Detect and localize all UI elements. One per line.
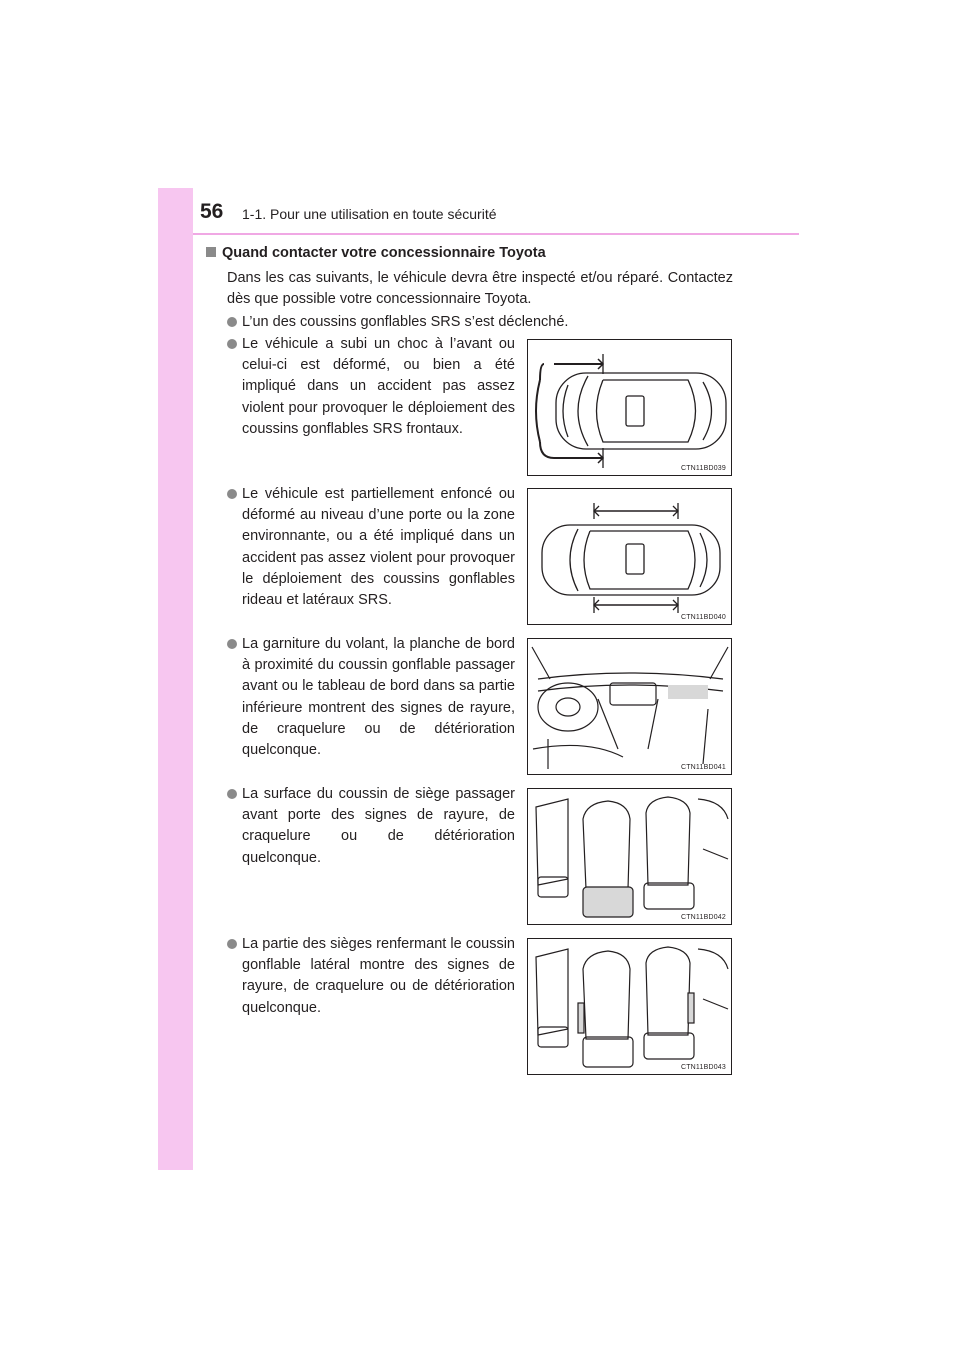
car-top-view-side-illustration	[528, 489, 733, 626]
bullet-item-dashboard	[227, 634, 515, 761]
bullet-text: La surface du coussin de siège passager avant porte des signes de rayure, de craquelure ou de détérioration quelconque.	[242, 786, 515, 866]
dashboard-illustration	[528, 639, 733, 776]
seats-side-airbag-illustration	[528, 939, 733, 1076]
round-bullet-icon	[227, 639, 237, 649]
figure-front-impact	[527, 339, 732, 476]
bullet-text: Le véhicule est partiellement enfoncé ou déformé au niveau d’une porte ou la zone environnante, ou a été impliqué dans un accident pas assez violent pour provoquer le déploiement des coussins gonflables rideau et latéraux SRS.	[242, 486, 515, 609]
figure-code: CTN11BD043	[680, 1064, 726, 1071]
figure-seat-side	[527, 938, 732, 1075]
bullet-text: Le véhicule a subi un choc à l’avant ou celui-ci est déformé, ou bien a été impliqué dans un accident pas assez violent pour provoquer le déploiement des coussins gonflables SRS frontaux.	[242, 336, 515, 437]
square-bullet-icon	[206, 247, 216, 257]
figure-side-impact	[527, 488, 732, 625]
seats-illustration	[528, 789, 733, 926]
figure-code: CTN11BD040	[680, 614, 726, 621]
bullet-text: La garniture du volant, la planche de bord à proximité du coussin gonflable passager avant ou le tableau de bord dans sa partie inférieure montrent des signes de rayure, de craquelure ou de détérioration quelconque.	[242, 636, 515, 759]
figure-seat-cushion	[527, 788, 732, 925]
round-bullet-icon	[227, 939, 237, 949]
section-heading-text: Quand contacter votre concessionnaire Toyota	[222, 245, 546, 261]
figure-code: CTN11BD042	[680, 914, 726, 921]
bullet-item-seat-cushion	[227, 784, 515, 869]
figure-code: CTN11BD041	[680, 764, 726, 771]
car-top-view-front-illustration	[528, 340, 733, 477]
intro-paragraph: Dans les cas suivants, le véhicule devra être inspecté et/ou réparé. Contactez dès que possible votre concessionnaire Toyota.	[227, 270, 733, 307]
bullet-item-seat-side	[227, 934, 515, 1019]
bullet-item-deployed	[227, 312, 568, 333]
round-bullet-icon	[227, 339, 237, 349]
round-bullet-icon	[227, 489, 237, 499]
round-bullet-icon	[227, 317, 237, 327]
chapter-title: 1-1. Pour une utilisation en toute sécurité	[242, 206, 497, 222]
bullet-item-side-impact	[227, 484, 515, 611]
header-rule	[193, 233, 799, 235]
figure-code: CTN11BD039	[680, 465, 726, 472]
figure-dashboard	[527, 638, 732, 775]
section-heading	[206, 245, 546, 261]
bullet-item-front-impact	[227, 334, 515, 440]
bullet-text: L’un des coussins gonflables SRS s’est déclenché.	[242, 314, 569, 330]
bullet-text: La partie des sièges renfermant le coussin gonflable latéral montre des signes de rayure, de craquelure ou de détérioration quelconque.	[242, 936, 515, 1016]
page-number: 56	[200, 200, 224, 223]
round-bullet-icon	[227, 789, 237, 799]
chapter-sidebar-tab	[158, 188, 193, 1170]
